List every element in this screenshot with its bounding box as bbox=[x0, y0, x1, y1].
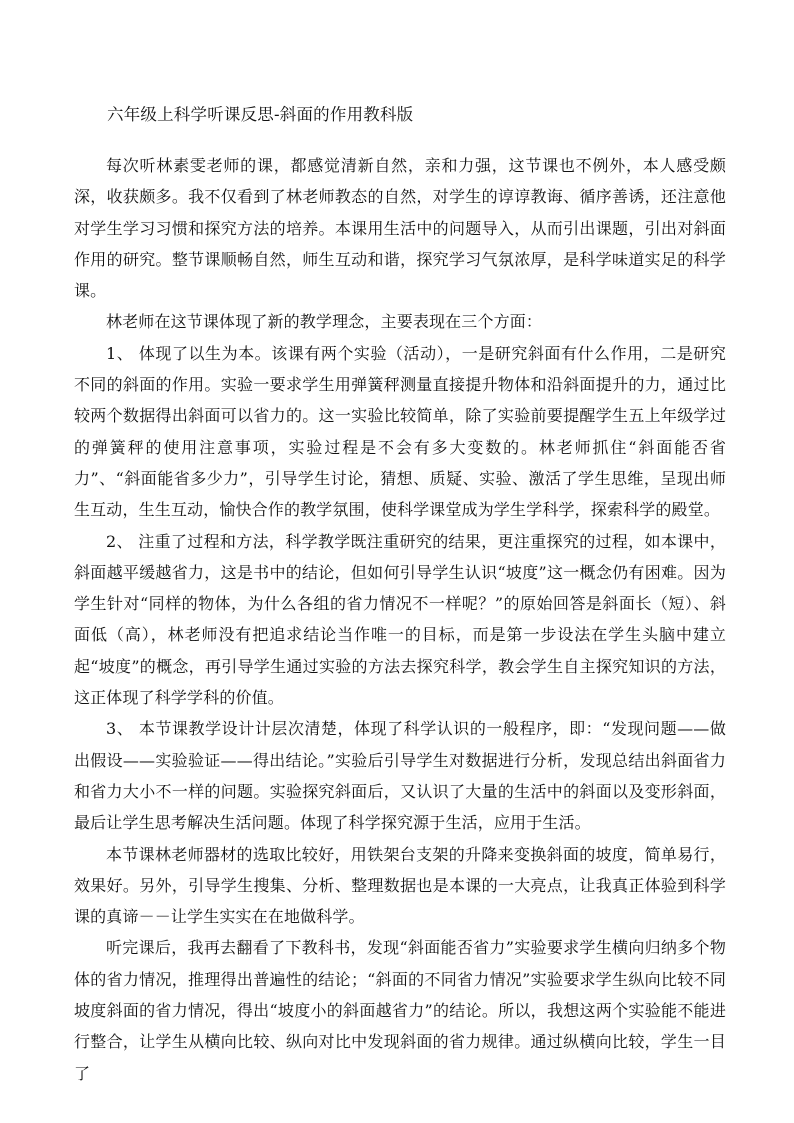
document-body bbox=[74, 150, 726, 1089]
paragraph-summary: 林老师在这节课体现了新的教学理念，主要表现在三个方面： bbox=[106, 312, 543, 332]
paragraph-point-2: 2、 注重了过程和方法，科学教学既注重研究的结果，更注重探究的过程，如本课中，斜面越平缓越省力，这是书中的结论，但如何引导学生认识“坡度”这一概念仍有困难。因为学生针对“同样的物体，为什么各组的省力情况不一样呢？”的原始回答是斜面长（短）、斜面低（高），林老师没有把追求结论当作唯一的目标，而是第一步设法在学生头脑中建立起“坡度”的概念，再引导学生通过实验的方法去探究科学，教会学生自主探究知识的方法，这正体现了科学学科的价值。 bbox=[74, 531, 726, 708]
paragraph-materials: 本节课林老师器材的选取比较好，用铁架台支架的升降来变换斜面的坡度，简单易行，效果好。另外，引导学生搜集、分析、整理数据也是本课的一大亮点，让我真正体验到科学课的真谛－－让学生实实在在地做科学。 bbox=[74, 844, 726, 927]
paragraph-point-1: 1、 体现了以生为本。该课有两个实验（活动），一是研究斜面有什么作用，二是研究不同的斜面的作用。实验一要求学生用弹簧秤测量直接提升物体和沿斜面提升的力，通过比较两个数据得出斜面可以省力的。这一实验比较简单，除了实验前要提醒学生五上年级学过的弹簧秤的使用注意事项，实验过程是不会有多大变数的。林老师抓住“斜面能否省力”、“斜面能省多少力”，引导学生讨论，猜想、质疑、实验、激活了学生思维，呈现出师生互动，生生互动，愉快合作的教学氛围，使科学课堂成为学生学科学，探索科学的殿堂。 bbox=[74, 343, 726, 520]
paragraph-intro: 每次听林素雯老师的课，都感觉清新自然，亲和力强，这节课也不例外，本人感受颇深，收获颇多。我不仅看到了林老师教态的自然，对学生的谆谆教诲、循序善诱，还注意他对学生学习习惯和探究方法的培养。本课用生活中的问题导入，从而引出课题，引出对斜面作用的研究。整节课顺畅自然，师生互动和谐，探究学习气氛浓厚，是科学味道实足的科学课。 bbox=[74, 156, 726, 301]
paragraph-point-3: 3、 本节课教学设计计层次清楚，体现了科学认识的一般程序，即：“发现问题——做出假设——实验验证——得出结论。”实验后引导学生对数据进行分析，发现总结出斜面省力和省力大小不一样的问题。实验探究斜面后，又认识了大量的生活中的斜面以及变形斜面，最后让学生思考解决生活问题。体现了科学探究源于生活，应用于生活。 bbox=[74, 719, 726, 833]
document-title: 六年级上科学听课反思-斜面的作用教科版 bbox=[107, 105, 414, 124]
paragraph-reflection: 听完课后，我再去翻看了下教科书，发现“斜面能否省力”实验要求学生横向归纳多个物体的省力情况，推理得出普遍性的结论；“斜面的不同省力情况”实验要求学生纵向比较不同坡度斜面的省力情况，得出“坡度小的斜面越省力”的结论。所以，我想这两个实验能不能进行整合，让学生从横向比较、纵向对比中发现斜面的省力规律。通过纵横向比较，学生一目了 bbox=[74, 938, 726, 1083]
